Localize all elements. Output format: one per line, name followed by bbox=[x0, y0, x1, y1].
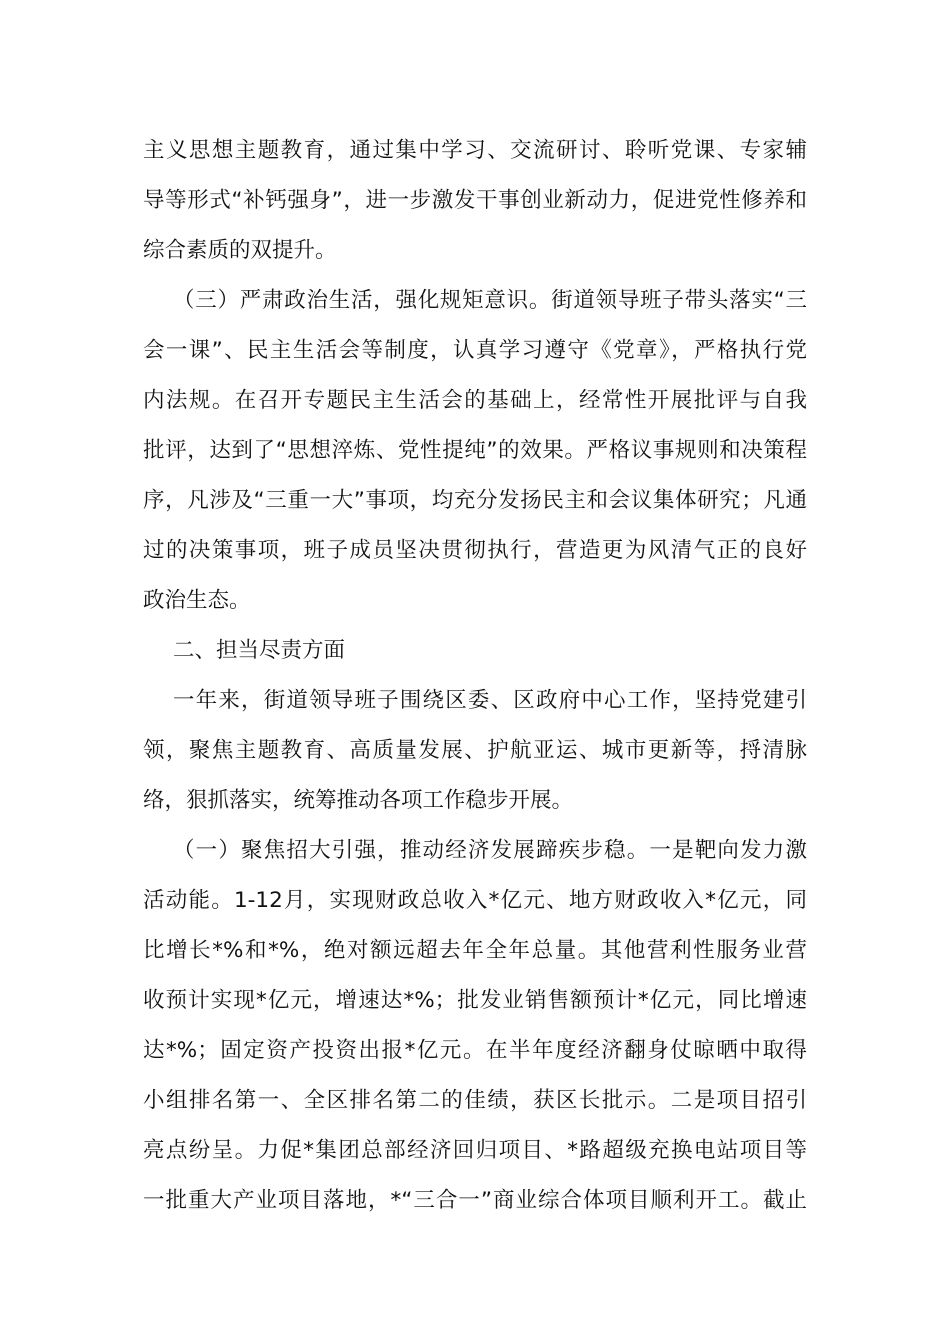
text-line: 政治生态。 bbox=[143, 588, 251, 613]
paragraph-start-line: （三）严肃政治生活，强化规矩意识。街道领导班子带头落实“三 bbox=[173, 288, 807, 313]
text-line: 内法规。在召开专题民主生活会的基础上，经常性开展批评与自我 bbox=[143, 388, 807, 413]
text-line: 批评，达到了“思想淬炼、党性提纯”的效果。严格议事规则和决策程 bbox=[143, 438, 807, 463]
text-line: 主义思想主题教育，通过集中学习、交流研讨、聆听党课、专家辅 bbox=[143, 138, 807, 163]
text-line: 序，凡涉及“三重一大”事项，均充分发扬民主和会议集体研究；凡通 bbox=[143, 488, 807, 513]
text-line: 导等形式“补钙强身”，进一步激发干事创业新动力，促进党性修养和 bbox=[143, 188, 807, 213]
text-line: 小组排名第一、全区排名第二的佳绩，获区长批示。二是项目招引 bbox=[143, 1088, 807, 1113]
paragraph-start-line: （一）聚焦招大引强，推动经济发展蹄疾步稳。一是靶向发力激 bbox=[173, 838, 807, 863]
text-line: 综合素质的双提升。 bbox=[143, 238, 337, 263]
text-line: 络，狠抓落实，统筹推动各项工作稳步开展。 bbox=[143, 788, 574, 813]
text-line: 活动能。1-12月，实现财政总收入*亿元、地方财政收入*亿元，同 bbox=[143, 888, 807, 913]
text-line: 收预计实现*亿元，增速达*%；批发业销售额预计*亿元，同比增速 bbox=[143, 988, 807, 1013]
text-line: 领，聚焦主题教育、高质量发展、护航亚运、城市更新等，捋清脉 bbox=[143, 738, 807, 763]
section-heading: 二、担当尽责方面 bbox=[173, 638, 346, 663]
document-body bbox=[143, 126, 807, 1226]
text-line: 比增长*%和*%，绝对额远超去年全年总量。其他营利性服务业营 bbox=[143, 938, 807, 963]
text-line: 达*%；固定资产投资出报*亿元。在半年度经济翻身仗晾晒中取得 bbox=[143, 1038, 807, 1063]
text-line: 一批重大产业项目落地，*“三合一”商业综合体项目顺利开工。截止 bbox=[143, 1188, 807, 1213]
paragraph-start-line: 一年来，街道领导班子围绕区委、区政府中心工作，坚持党建引 bbox=[173, 688, 807, 713]
text-line: 亮点纷呈。力促*集团总部经济回归项目、*路超级充换电站项目等 bbox=[143, 1138, 807, 1163]
text-line: 会一课”、民主生活会等制度，认真学习遵守《党章》，严格执行党 bbox=[143, 338, 807, 363]
text-line: 过的决策事项，班子成员坚决贯彻执行，营造更为风清气正的良好 bbox=[143, 538, 807, 563]
